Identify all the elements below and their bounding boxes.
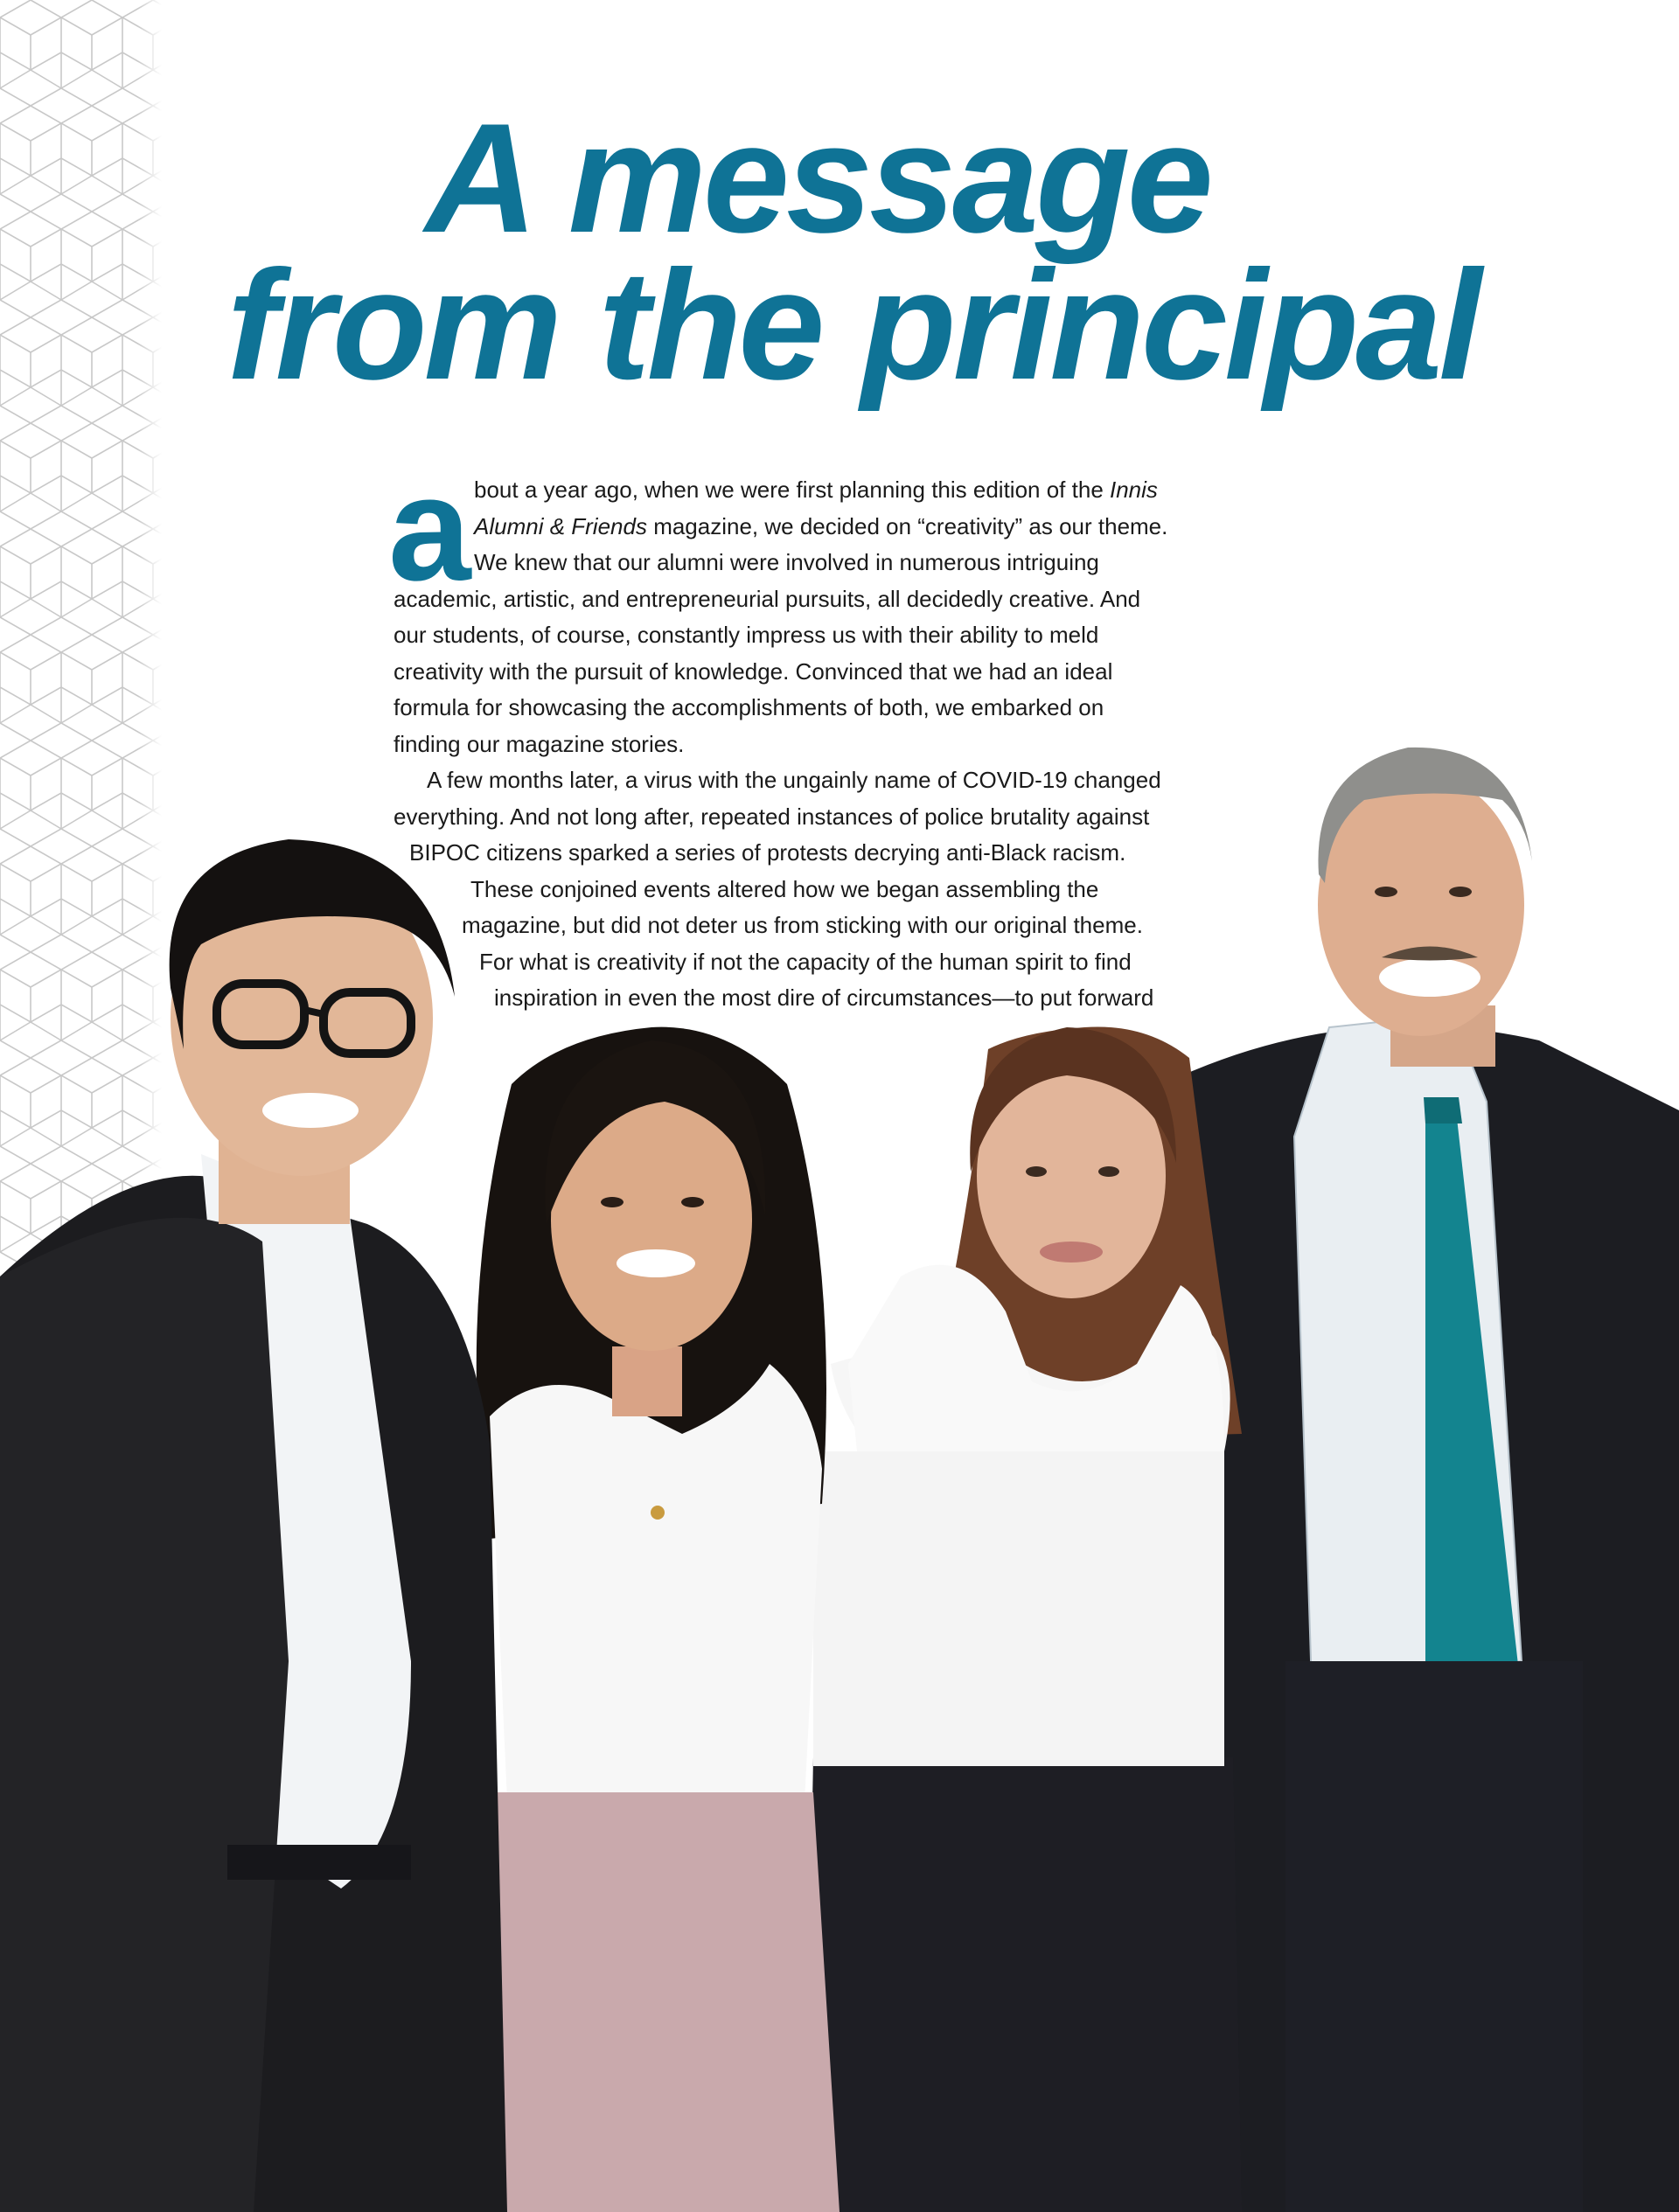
text-line: bout a year ago, when we were first planning this edition of the Innis bbox=[474, 476, 1158, 503]
text-line: finding our magazine stories. bbox=[394, 730, 685, 757]
text-line: magazine, but did not deter us from sticking with our original theme. bbox=[462, 912, 1143, 938]
title-line-1: A message bbox=[425, 91, 1210, 265]
text-line: We knew that our alumni were involved in numerous intriguing bbox=[474, 549, 1099, 575]
text-line: academic, artistic, and entrepreneurial pursuits, all decidedly creative. And bbox=[394, 585, 1141, 612]
text-line: These conjoined events altered how we began assembling the bbox=[470, 875, 1099, 902]
text-line: creativity with the pursuit of knowledge. Convinced that we had an ideal bbox=[394, 657, 1113, 685]
text-line: our students, of course, constantly impress us with their ability to meld bbox=[394, 622, 1099, 648]
text-line: inspiration in even the most dire of circumstances—to put forward bbox=[494, 984, 1154, 1011]
text-line: For what is creativity if not the capacity of the human spirit to find bbox=[479, 948, 1132, 975]
text-line: Alumni & Friends magazine, we decided on “creativity” as our theme. bbox=[474, 512, 1168, 539]
text-line: BIPOC citizens sparked a series of protests decrying anti-Black racism. bbox=[409, 839, 1126, 866]
page-title bbox=[0, 91, 1679, 412]
group-photo bbox=[0, 726, 1679, 2212]
italic-title: Alumni & Friends bbox=[474, 512, 647, 539]
drop-cap: a bbox=[388, 446, 471, 612]
text-line: A few months later, a virus with the ungainly name of COVID-19 changed bbox=[427, 767, 1161, 793]
title-line-2: from the principal bbox=[226, 238, 1479, 412]
italic-title: Innis bbox=[1110, 476, 1158, 503]
person-student-1 bbox=[0, 839, 507, 2212]
person-student-3 bbox=[805, 1026, 1242, 2212]
text-line: formula for showcasing the accomplishments of both, we embarked on bbox=[394, 694, 1104, 720]
text-line: everything. And not long after, repeated instances of police brutality against bbox=[394, 803, 1150, 830]
